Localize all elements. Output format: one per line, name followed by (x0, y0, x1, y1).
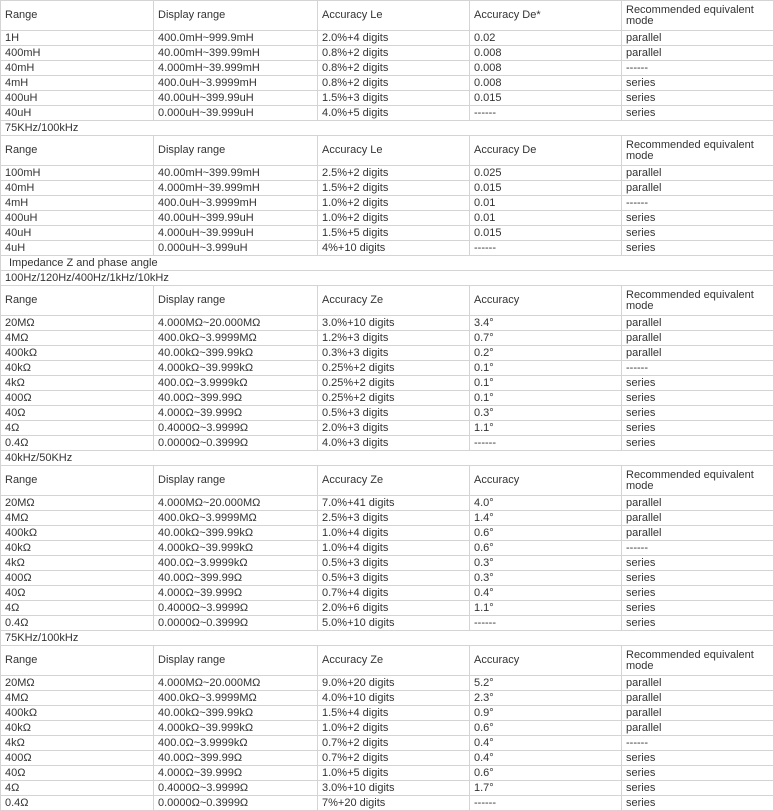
cell-accuracy-secondary: 0.6° (470, 526, 622, 541)
cell-accuracy-secondary: 5.2° (470, 676, 622, 691)
cell-accuracy: 1.0%+4 digits (318, 526, 470, 541)
cell-recommended-mode: parallel (622, 511, 774, 526)
cell-range: 400mH (1, 46, 154, 61)
cell-accuracy: 0.7%+4 digits (318, 586, 470, 601)
cell-display-range: 400.0uH~3.9999mH (154, 196, 318, 211)
cell-recommended-mode: series (622, 616, 774, 631)
cell-display-range: 0.000uH~39.999uH (154, 106, 318, 121)
header-range: Range (1, 646, 154, 676)
cell-recommended-mode: parallel (622, 706, 774, 721)
cell-accuracy: 0.5%+3 digits (318, 556, 470, 571)
cell-accuracy: 7%+20 digits (318, 796, 470, 811)
cell-accuracy: 4.0%+3 digits (318, 436, 470, 451)
cell-recommended-mode: ------ (622, 61, 774, 76)
header-display-range: Display range (154, 136, 318, 166)
cell-accuracy-secondary: 4.0° (470, 496, 622, 511)
table-row (1, 211, 774, 226)
table-row (1, 526, 774, 541)
cell-display-range: 40.00uH~399.99uH (154, 211, 318, 226)
cell-accuracy-secondary: 0.1° (470, 361, 622, 376)
section-title-impedance: Impedance Z and phase angle (1, 256, 774, 271)
cell-recommended-mode: parallel (622, 526, 774, 541)
cell-display-range: 400.0Ω~3.9999kΩ (154, 376, 318, 391)
cell-recommended-mode: ------ (622, 361, 774, 376)
cell-recommended-mode: parallel (622, 46, 774, 61)
cell-range: 4kΩ (1, 556, 154, 571)
cell-accuracy-secondary: 0.01 (470, 211, 622, 226)
cell-accuracy-secondary: 0.4° (470, 751, 622, 766)
header-range: Range (1, 1, 154, 31)
cell-accuracy-secondary: 1.7° (470, 781, 622, 796)
cell-display-range: 4.000mH~39.999mH (154, 61, 318, 76)
table-row (1, 706, 774, 721)
cell-recommended-mode: series (622, 586, 774, 601)
table-row (1, 406, 774, 421)
table-row (1, 721, 774, 736)
header-display-range: Display range (154, 646, 318, 676)
cell-recommended-mode: series (622, 751, 774, 766)
cell-range: 40Ω (1, 406, 154, 421)
cell-accuracy: 2.0%+6 digits (318, 601, 470, 616)
section-title-impedance-75khz: 75KHz/100kHz (1, 631, 774, 646)
cell-accuracy: 5.0%+10 digits (318, 616, 470, 631)
header-recommended-mode: Recommended equivalent mode (622, 466, 774, 496)
section-row (1, 451, 774, 466)
cell-recommended-mode: series (622, 436, 774, 451)
header-recommended-mode: Recommended equivalent mode (622, 286, 774, 316)
header-accuracy-ze: Accuracy Ze (318, 646, 470, 676)
cell-range: 4kΩ (1, 736, 154, 751)
table-row (1, 796, 774, 811)
cell-accuracy: 0.25%+2 digits (318, 361, 470, 376)
cell-display-range: 400.0Ω~3.9999kΩ (154, 556, 318, 571)
table-row (1, 781, 774, 796)
cell-recommended-mode: series (622, 376, 774, 391)
table-row (1, 196, 774, 211)
header-accuracy-de: Accuracy De* (470, 1, 622, 31)
cell-accuracy: 3.0%+10 digits (318, 316, 470, 331)
header-range: Range (1, 466, 154, 496)
header-recommended-mode: Recommended equivalent mode (622, 1, 774, 31)
section-title-impedance-40khz: 40kHz/50KHz (1, 451, 774, 466)
cell-display-range: 0.4000Ω~3.9999Ω (154, 601, 318, 616)
cell-accuracy: 0.7%+2 digits (318, 736, 470, 751)
cell-range: 400Ω (1, 751, 154, 766)
cell-range: 20MΩ (1, 496, 154, 511)
cell-display-range: 0.000uH~3.999uH (154, 241, 318, 256)
cell-range: 4MΩ (1, 691, 154, 706)
cell-display-range: 4.000kΩ~39.999kΩ (154, 721, 318, 736)
cell-accuracy: 4.0%+5 digits (318, 106, 470, 121)
cell-recommended-mode: parallel (622, 331, 774, 346)
cell-accuracy: 2.5%+3 digits (318, 511, 470, 526)
cell-accuracy: 9.0%+20 digits (318, 676, 470, 691)
cell-accuracy: 1.5%+3 digits (318, 91, 470, 106)
cell-display-range: 40.00Ω~399.99Ω (154, 751, 318, 766)
cell-recommended-mode: parallel (622, 181, 774, 196)
section-title-impedance-low-freq: 100Hz/120Hz/400Hz/1kHz/10kHz (1, 271, 774, 286)
spec-table-body (1, 1, 774, 811)
cell-accuracy: 0.3%+3 digits (318, 346, 470, 361)
cell-recommended-mode: ------ (622, 736, 774, 751)
cell-range: 0.4Ω (1, 796, 154, 811)
cell-accuracy-secondary: ------ (470, 436, 622, 451)
cell-accuracy-secondary: 0.3° (470, 571, 622, 586)
cell-display-range: 400.0mH~999.9mH (154, 31, 318, 46)
cell-display-range: 4.000MΩ~20.000MΩ (154, 496, 318, 511)
header-accuracy-ze: Accuracy Ze (318, 466, 470, 496)
header-row (1, 646, 774, 676)
cell-display-range: 0.4000Ω~3.9999Ω (154, 421, 318, 436)
cell-recommended-mode: series (622, 571, 774, 586)
cell-accuracy-secondary: 0.6° (470, 766, 622, 781)
cell-accuracy: 1.0%+2 digits (318, 211, 470, 226)
cell-range: 4Ω (1, 421, 154, 436)
cell-recommended-mode: parallel (622, 691, 774, 706)
cell-recommended-mode: series (622, 781, 774, 796)
cell-range: 40kΩ (1, 541, 154, 556)
header-accuracy-ze: Accuracy Ze (318, 286, 470, 316)
cell-range: 4kΩ (1, 376, 154, 391)
cell-accuracy-secondary: 0.6° (470, 541, 622, 556)
cell-range: 20MΩ (1, 676, 154, 691)
cell-range: 400kΩ (1, 706, 154, 721)
table-row (1, 316, 774, 331)
cell-display-range: 40.00uH~399.99uH (154, 91, 318, 106)
cell-accuracy-secondary: ------ (470, 796, 622, 811)
header-row (1, 286, 774, 316)
cell-recommended-mode: series (622, 106, 774, 121)
table-row (1, 616, 774, 631)
table-row (1, 61, 774, 76)
cell-accuracy: 7.0%+41 digits (318, 496, 470, 511)
table-row (1, 391, 774, 406)
cell-accuracy: 1.2%+3 digits (318, 331, 470, 346)
header-row (1, 136, 774, 166)
cell-accuracy-secondary: 3.4° (470, 316, 622, 331)
cell-range: 40mH (1, 181, 154, 196)
table-row (1, 541, 774, 556)
header-accuracy-de: Accuracy De (470, 136, 622, 166)
cell-display-range: 40.00kΩ~399.99kΩ (154, 526, 318, 541)
table-row (1, 226, 774, 241)
cell-accuracy: 1.0%+2 digits (318, 721, 470, 736)
table-row (1, 331, 774, 346)
cell-range: 4Ω (1, 601, 154, 616)
cell-display-range: 4.000mH~39.999mH (154, 181, 318, 196)
cell-recommended-mode: series (622, 391, 774, 406)
cell-accuracy-secondary: ------ (470, 106, 622, 121)
cell-accuracy-secondary: 0.01 (470, 196, 622, 211)
cell-display-range: 0.0000Ω~0.3999Ω (154, 616, 318, 631)
cell-range: 0.4Ω (1, 436, 154, 451)
table-row (1, 436, 774, 451)
cell-accuracy-secondary: 1.1° (470, 601, 622, 616)
cell-accuracy-secondary: 0.9° (470, 706, 622, 721)
header-accuracy: Accuracy (470, 466, 622, 496)
cell-display-range: 0.0000Ω~0.3999Ω (154, 796, 318, 811)
cell-accuracy-secondary: 0.4° (470, 586, 622, 601)
cell-accuracy-secondary: 0.015 (470, 181, 622, 196)
cell-display-range: 4.000kΩ~39.999kΩ (154, 541, 318, 556)
section-row (1, 121, 774, 136)
cell-recommended-mode: parallel (622, 496, 774, 511)
cell-accuracy-secondary: 0.015 (470, 91, 622, 106)
cell-accuracy-secondary: 0.3° (470, 556, 622, 571)
cell-recommended-mode: series (622, 406, 774, 421)
table-row (1, 166, 774, 181)
table-row (1, 751, 774, 766)
cell-recommended-mode: parallel (622, 316, 774, 331)
cell-range: 4uH (1, 241, 154, 256)
table-row (1, 511, 774, 526)
cell-display-range: 400.0Ω~3.9999kΩ (154, 736, 318, 751)
cell-range: 4MΩ (1, 511, 154, 526)
cell-range: 400kΩ (1, 526, 154, 541)
cell-recommended-mode: series (622, 211, 774, 226)
cell-recommended-mode: series (622, 421, 774, 436)
table-row (1, 571, 774, 586)
cell-display-range: 4.000uH~39.999uH (154, 226, 318, 241)
cell-recommended-mode: ------ (622, 541, 774, 556)
cell-recommended-mode: parallel (622, 346, 774, 361)
cell-accuracy: 0.5%+3 digits (318, 406, 470, 421)
cell-accuracy-secondary: 0.1° (470, 376, 622, 391)
header-accuracy: Accuracy (470, 286, 622, 316)
cell-recommended-mode: series (622, 241, 774, 256)
cell-display-range: 4.000Ω~39.999Ω (154, 406, 318, 421)
cell-range: 1H (1, 31, 154, 46)
cell-accuracy-secondary: 0.4° (470, 736, 622, 751)
cell-recommended-mode: series (622, 556, 774, 571)
table-row (1, 106, 774, 121)
cell-display-range: 4.000Ω~39.999Ω (154, 766, 318, 781)
cell-accuracy-secondary: 0.008 (470, 76, 622, 91)
table-row (1, 421, 774, 436)
cell-accuracy-secondary: 1.4° (470, 511, 622, 526)
cell-range: 4mH (1, 196, 154, 211)
table-row (1, 241, 774, 256)
cell-display-range: 0.0000Ω~0.3999Ω (154, 436, 318, 451)
cell-display-range: 400.0uH~3.9999mH (154, 76, 318, 91)
cell-accuracy-secondary: 0.1° (470, 391, 622, 406)
header-display-range: Display range (154, 286, 318, 316)
cell-range: 100mH (1, 166, 154, 181)
cell-accuracy-secondary: 1.1° (470, 421, 622, 436)
cell-recommended-mode: parallel (622, 676, 774, 691)
cell-recommended-mode: parallel (622, 31, 774, 46)
header-accuracy-le: Accuracy Le (318, 1, 470, 31)
cell-accuracy-secondary: 0.008 (470, 61, 622, 76)
cell-display-range: 40.00Ω~399.99Ω (154, 391, 318, 406)
cell-accuracy-secondary: ------ (470, 616, 622, 631)
cell-accuracy: 1.5%+4 digits (318, 706, 470, 721)
cell-accuracy: 2.0%+3 digits (318, 421, 470, 436)
cell-display-range: 400.0kΩ~3.9999MΩ (154, 331, 318, 346)
header-range: Range (1, 136, 154, 166)
header-accuracy: Accuracy (470, 646, 622, 676)
cell-accuracy-secondary: ------ (470, 241, 622, 256)
cell-accuracy: 0.7%+2 digits (318, 751, 470, 766)
cell-display-range: 40.00kΩ~399.99kΩ (154, 706, 318, 721)
cell-display-range: 40.00kΩ~399.99kΩ (154, 346, 318, 361)
header-display-range: Display range (154, 1, 318, 31)
table-row (1, 91, 774, 106)
table-row (1, 601, 774, 616)
table-row (1, 361, 774, 376)
cell-recommended-mode: parallel (622, 721, 774, 736)
table-row (1, 556, 774, 571)
cell-recommended-mode: series (622, 601, 774, 616)
table-row (1, 676, 774, 691)
header-row (1, 466, 774, 496)
header-row (1, 1, 774, 31)
cell-recommended-mode: ------ (622, 196, 774, 211)
table-row (1, 766, 774, 781)
cell-accuracy: 1.0%+5 digits (318, 766, 470, 781)
cell-display-range: 4.000kΩ~39.999kΩ (154, 361, 318, 376)
cell-accuracy: 2.0%+4 digits (318, 31, 470, 46)
cell-display-range: 40.00mH~399.99mH (154, 166, 318, 181)
cell-range: 40kΩ (1, 721, 154, 736)
cell-recommended-mode: parallel (622, 166, 774, 181)
cell-display-range: 4.000Ω~39.999Ω (154, 586, 318, 601)
section-row (1, 271, 774, 286)
table-row (1, 496, 774, 511)
cell-accuracy: 3.0%+10 digits (318, 781, 470, 796)
cell-recommended-mode: series (622, 76, 774, 91)
cell-accuracy-secondary: 0.02 (470, 31, 622, 46)
table-row (1, 736, 774, 751)
cell-accuracy: 1.0%+4 digits (318, 541, 470, 556)
cell-accuracy: 1.5%+5 digits (318, 226, 470, 241)
header-range: Range (1, 286, 154, 316)
cell-range: 20MΩ (1, 316, 154, 331)
cell-range: 40Ω (1, 586, 154, 601)
section-title-inductance-75khz: 75KHz/100kHz (1, 121, 774, 136)
cell-range: 40Ω (1, 766, 154, 781)
cell-recommended-mode: series (622, 91, 774, 106)
cell-accuracy-secondary: 0.6° (470, 721, 622, 736)
cell-accuracy-secondary: 0.008 (470, 46, 622, 61)
header-recommended-mode: Recommended equivalent mode (622, 136, 774, 166)
cell-display-range: 4.000MΩ~20.000MΩ (154, 676, 318, 691)
cell-range: 4MΩ (1, 331, 154, 346)
cell-accuracy: 0.8%+2 digits (318, 76, 470, 91)
table-row (1, 46, 774, 61)
cell-accuracy: 0.25%+2 digits (318, 376, 470, 391)
cell-range: 400uH (1, 91, 154, 106)
cell-recommended-mode: series (622, 226, 774, 241)
cell-accuracy: 0.5%+3 digits (318, 571, 470, 586)
cell-accuracy-secondary: 0.3° (470, 406, 622, 421)
cell-range: 4mH (1, 76, 154, 91)
cell-recommended-mode: series (622, 796, 774, 811)
cell-range: 400Ω (1, 391, 154, 406)
cell-accuracy: 1.5%+2 digits (318, 181, 470, 196)
table-row (1, 691, 774, 706)
cell-range: 400Ω (1, 571, 154, 586)
cell-accuracy-secondary: 2.3° (470, 691, 622, 706)
cell-range: 40uH (1, 106, 154, 121)
header-display-range: Display range (154, 466, 318, 496)
cell-range: 40uH (1, 226, 154, 241)
cell-display-range: 400.0kΩ~3.9999MΩ (154, 691, 318, 706)
cell-range: 400uH (1, 211, 154, 226)
table-row (1, 76, 774, 91)
cell-accuracy: 4.0%+10 digits (318, 691, 470, 706)
cell-range: 0.4Ω (1, 616, 154, 631)
cell-accuracy: 1.0%+2 digits (318, 196, 470, 211)
cell-display-range: 0.4000Ω~3.9999Ω (154, 781, 318, 796)
cell-accuracy: 0.8%+2 digits (318, 46, 470, 61)
cell-accuracy-secondary: 0.7° (470, 331, 622, 346)
cell-accuracy: 0.8%+2 digits (318, 61, 470, 76)
cell-range: 400kΩ (1, 346, 154, 361)
header-recommended-mode: Recommended equivalent mode (622, 646, 774, 676)
cell-accuracy-secondary: 0.015 (470, 226, 622, 241)
cell-display-range: 4.000MΩ~20.000MΩ (154, 316, 318, 331)
table-row (1, 586, 774, 601)
cell-display-range: 400.0kΩ~3.9999MΩ (154, 511, 318, 526)
cell-range: 40mH (1, 61, 154, 76)
cell-accuracy: 4%+10 digits (318, 241, 470, 256)
table-row (1, 376, 774, 391)
table-row (1, 346, 774, 361)
cell-accuracy-secondary: 0.2° (470, 346, 622, 361)
cell-accuracy-secondary: 0.025 (470, 166, 622, 181)
section-row (1, 256, 774, 271)
cell-accuracy: 2.5%+2 digits (318, 166, 470, 181)
cell-range: 4Ω (1, 781, 154, 796)
header-accuracy-le: Accuracy Le (318, 136, 470, 166)
table-row (1, 31, 774, 46)
cell-recommended-mode: series (622, 766, 774, 781)
cell-range: 40kΩ (1, 361, 154, 376)
cell-display-range: 40.00mH~399.99mH (154, 46, 318, 61)
cell-display-range: 40.00Ω~399.99Ω (154, 571, 318, 586)
section-row (1, 631, 774, 646)
table-row (1, 181, 774, 196)
cell-accuracy: 0.25%+2 digits (318, 391, 470, 406)
